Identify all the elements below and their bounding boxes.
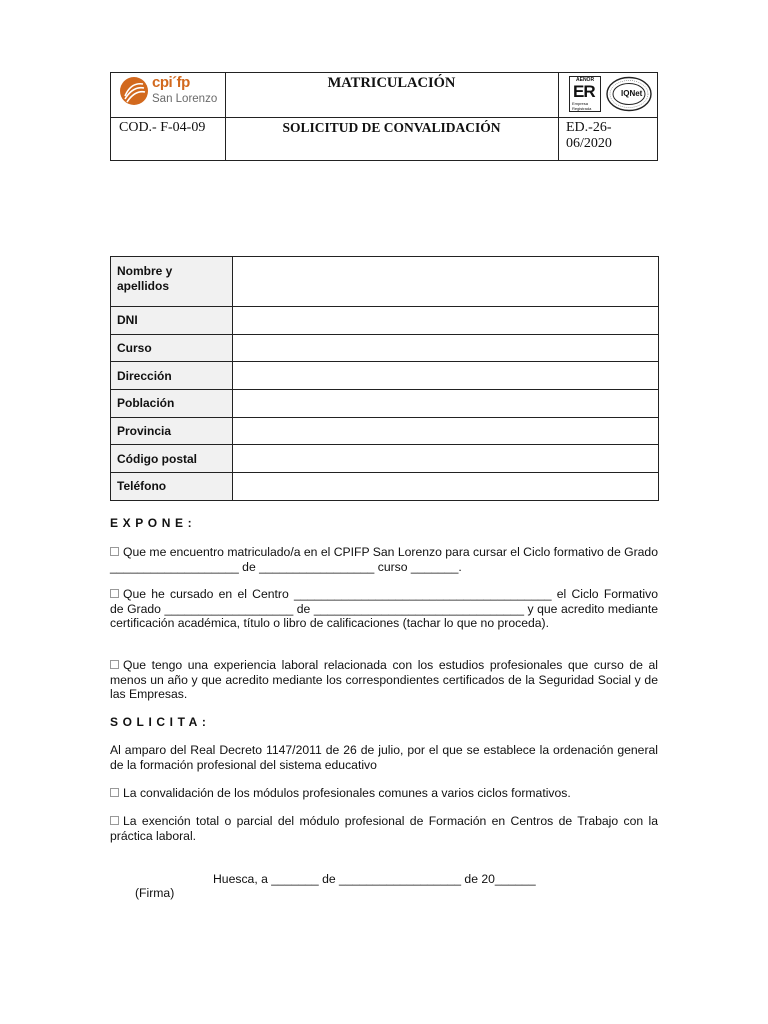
field-label: Teléfono (111, 473, 233, 501)
expone-item: Que me encuentro matriculado/a en el CPIFP San Lorenzo para cursar el Ciclo formativo de Grado ___________________ de _________________ curso _______. (110, 545, 658, 574)
solicita-intro: Al amparo del Real Decreto 1147/2011 de 26 de julio, por el que se establece la ordenación general de la formación profesional del sistema educativo (110, 743, 658, 772)
iqnet-mark: IQNet (621, 89, 643, 98)
field-label: Código postal (111, 445, 233, 473)
field-value-nombre[interactable] (232, 257, 658, 307)
table-row (111, 473, 659, 501)
field-label: Población (111, 390, 233, 418)
field-label: Curso (111, 334, 233, 362)
checkbox[interactable] (110, 660, 119, 669)
personal-data-table (110, 256, 659, 501)
form-code: COD.- F-04-09 (119, 120, 206, 135)
form-subtitle: SOLICITUD DE CONVALIDACIÓN (282, 120, 501, 135)
field-label: DNI (111, 307, 233, 335)
field-label: Dirección (111, 362, 233, 390)
form-title: MATRICULACIÓN (327, 75, 456, 91)
table-row (111, 257, 659, 307)
firma-label: (Firma) (135, 886, 175, 900)
field-value-provincia[interactable] (232, 417, 658, 445)
solicita-item: La exención total o parcial del módulo profesional de Formación en Centros de Trabajo con la práctica laboral. (110, 814, 658, 843)
table-row (111, 334, 659, 362)
header-divider (111, 117, 657, 118)
cpifp-logo (118, 74, 224, 114)
field-value-direccion[interactable] (232, 362, 658, 390)
table-row (111, 362, 659, 390)
checkbox[interactable] (110, 547, 119, 556)
solicita-item: La convalidación de los módulos profesionales comunes a varios ciclos formativos. (110, 786, 658, 801)
table-row (111, 307, 659, 335)
logo-brand: cpi´fp (152, 74, 190, 91)
place-date-line: Huesca, a _______ de __________________ de 20______ (213, 872, 536, 886)
cpifp-logo-icon (119, 76, 149, 106)
expone-heading: EXPONE: (110, 516, 197, 530)
field-value-dni[interactable] (232, 307, 658, 335)
table-row (111, 390, 659, 418)
field-value-telefono[interactable] (232, 473, 658, 501)
field-value-poblacion[interactable] (232, 390, 658, 418)
expone-item: Que tengo una experiencia laboral relacionada con los estudios profesionales que curso de al menos un año y que acredito mediante los correspondientes certificados de la Seguridad Social y de las Empresas. (110, 658, 658, 701)
table-row (111, 417, 659, 445)
field-value-codigo-postal[interactable] (232, 445, 658, 473)
field-label: Provincia (111, 417, 233, 445)
field-value-curso[interactable] (232, 334, 658, 362)
aenor-seal: AENOR ER Empresa Registrada (569, 76, 601, 112)
certification-marks (569, 76, 655, 114)
checkbox[interactable] (110, 589, 119, 598)
form-edition: ED.-26-06/2020 (566, 120, 612, 151)
table-row (111, 445, 659, 473)
expone-item: Que he cursado en el Centro ______________________________________ el Ciclo Formativo de Grado ___________________ de _______________________________ y que acredito mediante certificación académica, título o libro de calificaciones (tachar lo que no proceda). (110, 587, 658, 630)
checkbox[interactable] (110, 816, 119, 825)
field-label: Nombre y apellidos (111, 257, 233, 307)
checkbox[interactable] (110, 788, 119, 797)
solicita-heading: SOLICITA: (110, 715, 211, 729)
logo-place: San Lorenzo (152, 93, 218, 105)
